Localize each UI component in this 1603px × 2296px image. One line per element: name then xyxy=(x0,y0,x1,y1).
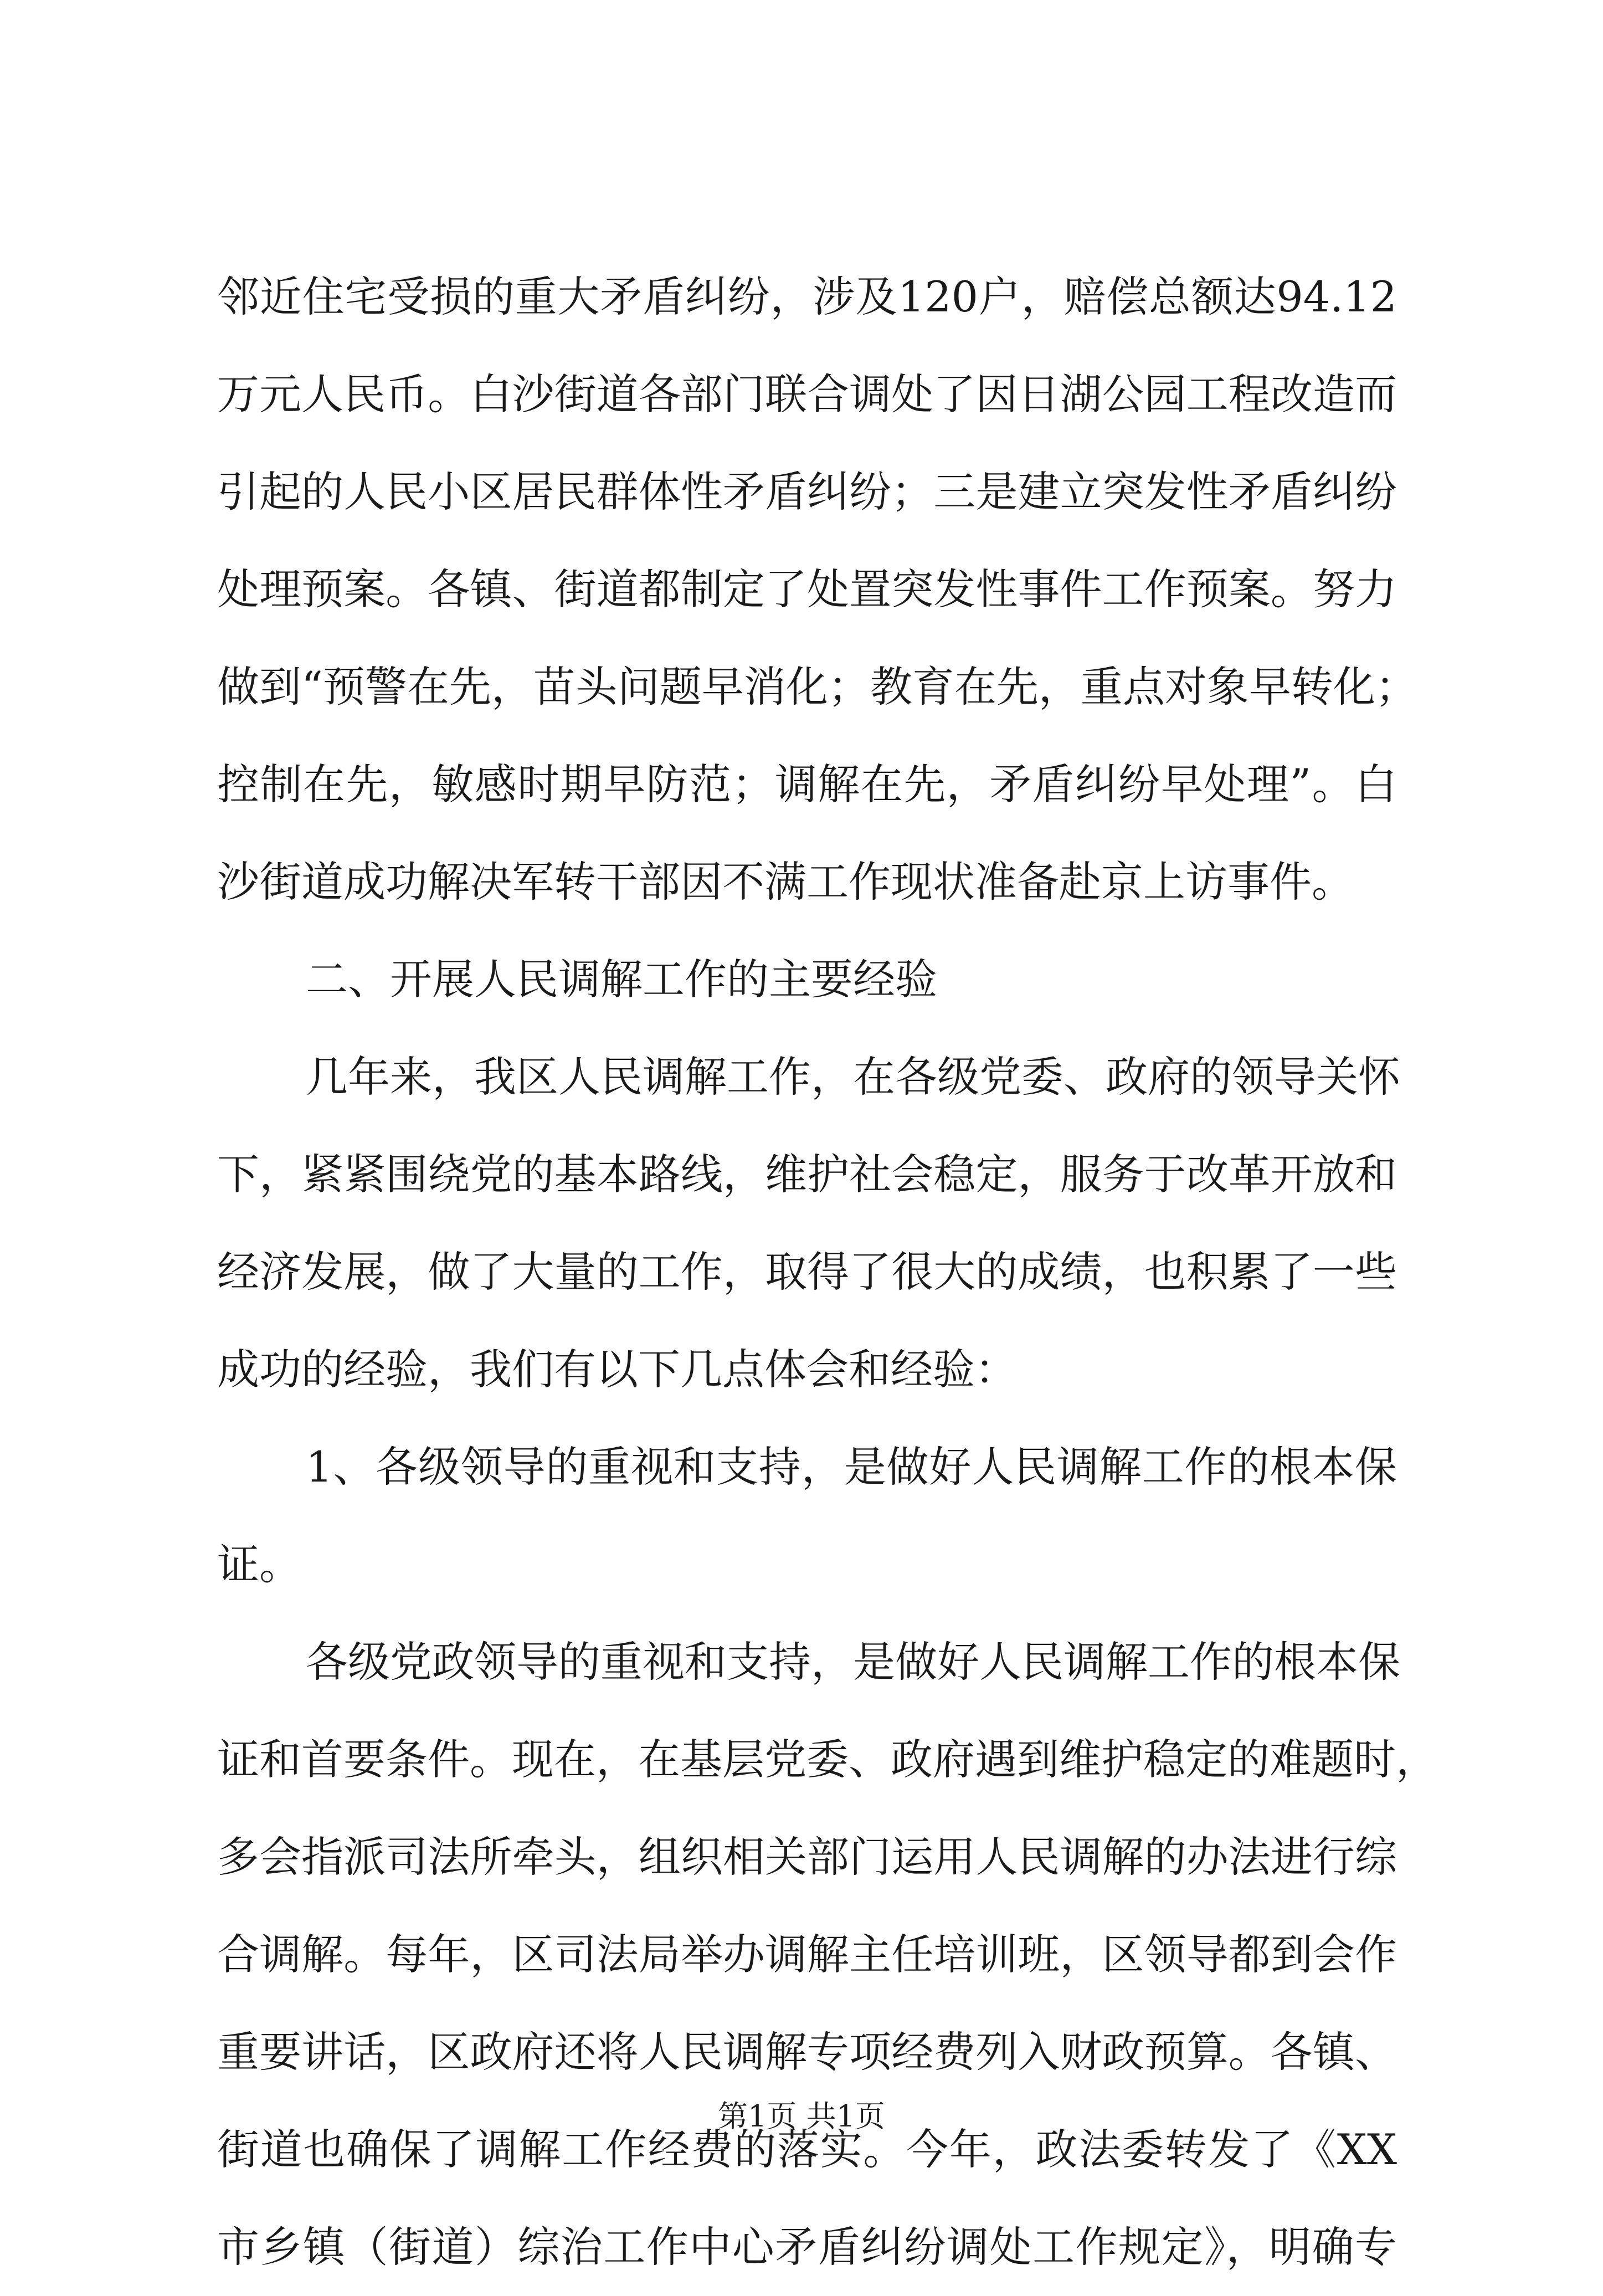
body-line: 处理预案。各镇、街道都制定了处置突发性事件工作预案。努力 xyxy=(217,565,1397,614)
body-line: 合调解。每年，区司法局举办调解主任培训班，区领导都到会作 xyxy=(217,1930,1397,1979)
body-line: 引起的人民小区居民群体性矛盾纠纷；三是建立突发性矛盾纠纷 xyxy=(217,467,1397,516)
numbered-point-heading: 证。 xyxy=(217,1540,301,1589)
body-line: 邻近住宅受损的重大矛盾纠纷，涉及120户，赔偿总额达94.12 xyxy=(217,272,1397,321)
body-line: 街道也确保了调解工作经费的落实。今年，政法委转发了《XX xyxy=(217,2125,1397,2174)
body-line: 控制在先，敏感时期早防范；调解在先，矛盾纠纷早处理”。白 xyxy=(217,760,1397,809)
body-line: 下，紧紧围绕党的基本路线，维护社会稳定，服务于改革开放和 xyxy=(217,1150,1397,1199)
body-line: 沙街道成功解决军转干部因不满工作现状准备赴京上访事件。 xyxy=(217,857,1354,906)
numbered-point-heading: 1、各级领导的重视和支持，是做好人民调解工作的根本保 xyxy=(306,1442,1397,1492)
page-number-footer: 第1页 共1页 xyxy=(718,2099,885,2134)
body-line: 成功的经验，我们有以下几点体会和经验： xyxy=(217,1345,1017,1394)
body-line: 经济发展，做了大量的工作，取得了很大的成绩，也积累了一些 xyxy=(217,1247,1397,1296)
body-line: 几年来，我区人民调解工作，在各级党委、政府的领导关怀 xyxy=(306,1052,1400,1101)
body-line: 各级党政领导的重视和支持，是做好人民调解工作的根本保 xyxy=(306,1637,1400,1687)
body-line: 万元人民币。白沙街道各部门联合调处了因日湖公园工程改造而 xyxy=(217,370,1397,419)
body-line: 重要讲话，区政府还将人民调解专项经费列入财政预算。各镇、 xyxy=(217,2027,1397,2077)
document-body xyxy=(217,248,1438,2296)
body-line: 市乡镇（街道）综治工作中心矛盾纠纷调处工作规定》，明确专 xyxy=(217,2222,1397,2272)
body-line: 证和首要条件。现在，在基层党委、政府遇到维护稳定的难题时， xyxy=(217,1735,1438,1784)
body-line: 做到“预警在先，苗头问题早消化；教育在先，重点对象早转化； xyxy=(217,662,1417,711)
section-heading: 二、开展人民调解工作的主要经验 xyxy=(306,955,937,1004)
body-line: 多会指派司法所牵头，组织相关部门运用人民调解的办法进行综 xyxy=(217,1832,1397,1882)
